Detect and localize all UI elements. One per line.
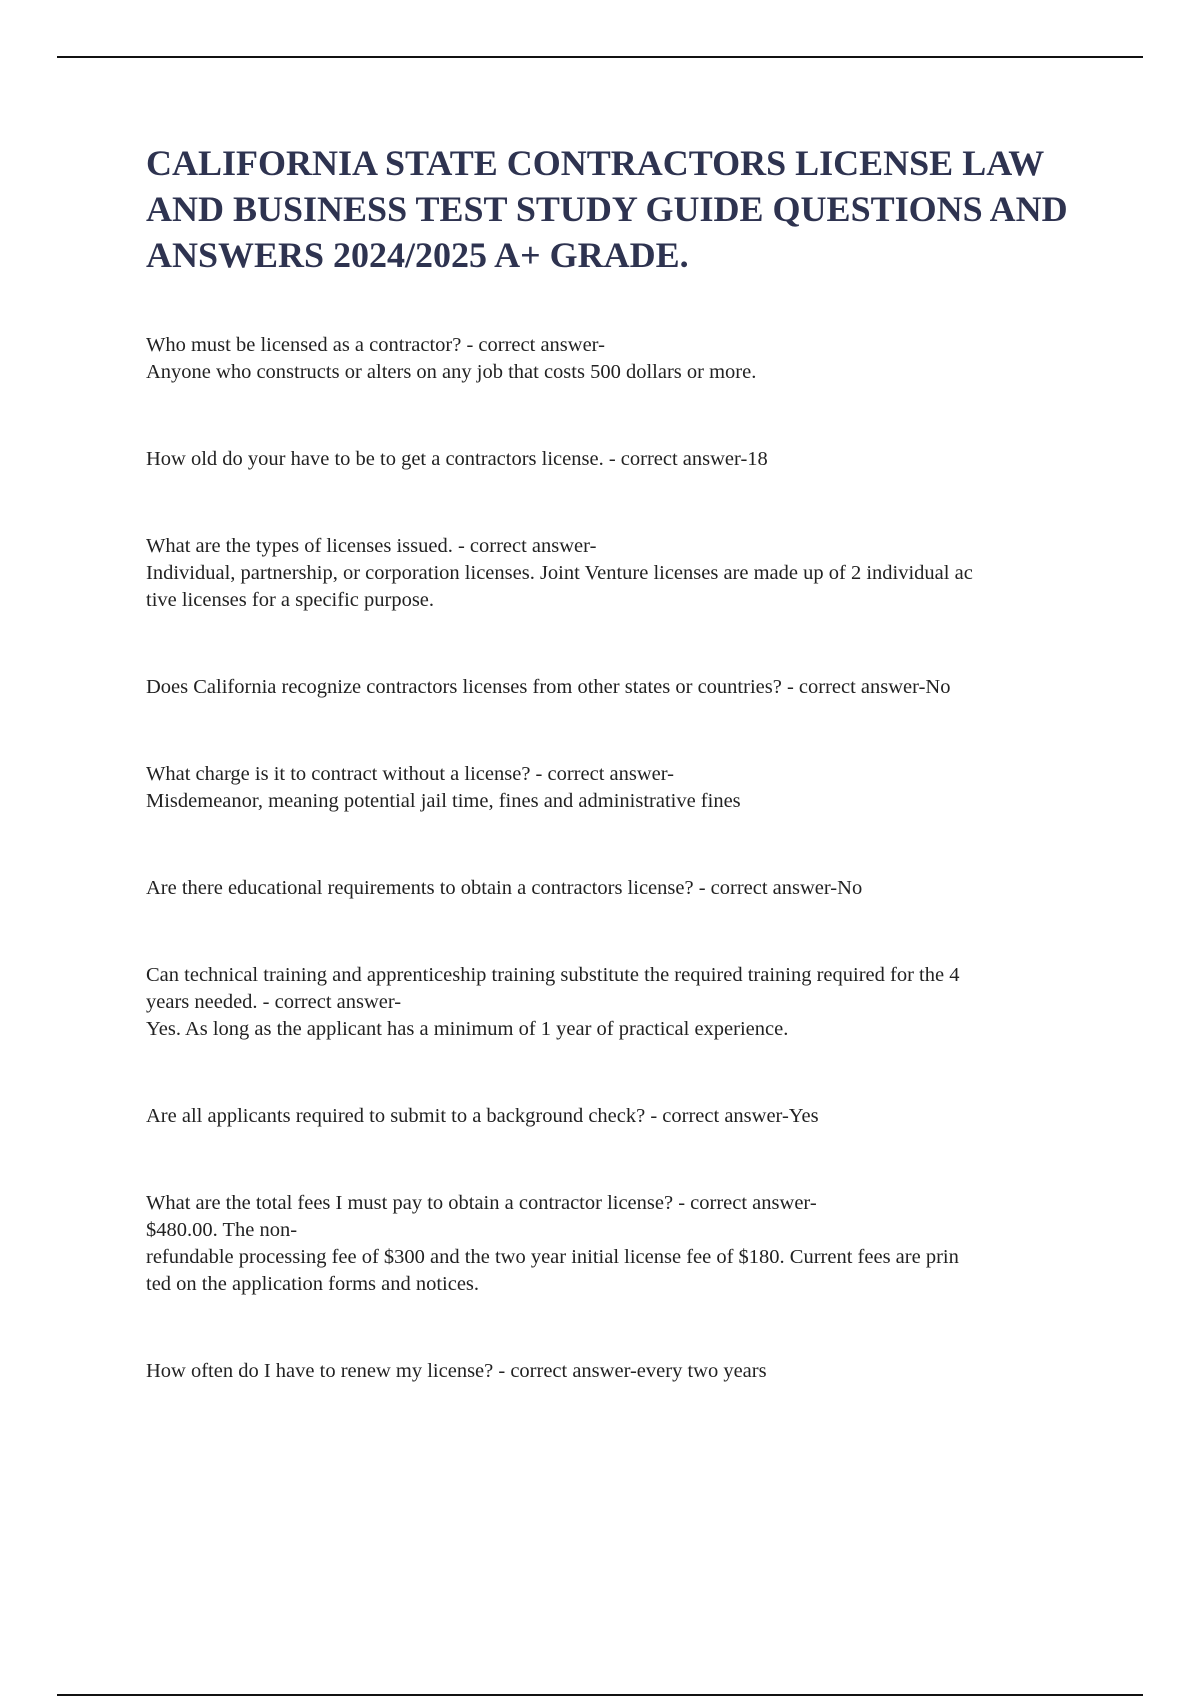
qa-item [146,332,1096,386]
qa-item [146,674,1096,701]
title-line: CALIFORNIA STATE CONTRACTORS LICENSE LAW [146,143,1045,183]
qa-line: What charge is it to contract without a license? - correct answer- [146,763,674,785]
qa-item [146,533,1096,614]
qa-line: Are all applicants required to submit to a background check? - correct answer-Yes [146,1105,819,1127]
qa-line: Individual, partnership, or corporation licenses. Joint Venture licenses are made up of 2 individual ac [146,562,973,584]
document-body [146,140,1096,1445]
qa-line: Are there educational requirements to obtain a contractors license? - correct answer-No [146,877,863,899]
qa-line: How old do your have to be to get a contractors license. - correct answer-18 [146,448,768,470]
qa-line: $480.00. The non- [146,1219,298,1241]
bottom-divider [57,1694,1143,1696]
qa-line: What are the types of licenses issued. - correct answer- [146,535,597,557]
qa-list [146,332,1096,1385]
qa-line: years needed. - correct answer- [146,991,402,1013]
title-line: ANSWERS 2024/2025 A+ GRADE. [146,235,689,275]
qa-line: Yes. As long as the applicant has a minimum of 1 year of practical experience. [146,1018,789,1040]
qa-line: How often do I have to renew my license? - correct answer-every two years [146,1360,767,1382]
document-title [146,140,1096,278]
qa-line: tive licenses for a specific purpose. [146,589,435,611]
qa-line: Can technical training and apprenticeship training substitute the required training required for the 4 [146,964,960,986]
qa-line: Misdemeanor, meaning potential jail time, fines and administrative fines [146,790,741,812]
qa-line: Who must be licensed as a contractor? - correct answer- [146,334,605,356]
qa-line: refundable processing fee of $300 and the two year initial license fee of $180. Current fees are prin [146,1246,959,1268]
qa-item [146,1103,1096,1130]
qa-item [146,1190,1096,1298]
qa-item [146,875,1096,902]
qa-item [146,446,1096,473]
top-divider [57,56,1143,58]
qa-item [146,962,1096,1043]
qa-line: Anyone who constructs or alters on any job that costs 500 dollars or more. [146,361,757,383]
qa-line: What are the total fees I must pay to obtain a contractor license? - correct answer- [146,1192,817,1214]
title-line: AND BUSINESS TEST STUDY GUIDE QUESTIONS AND [146,189,1068,229]
qa-line: ted on the application forms and notices. [146,1273,480,1295]
qa-line: Does California recognize contractors licenses from other states or countries? - correct answer-No [146,676,951,698]
qa-item [146,761,1096,815]
qa-item [146,1358,1096,1385]
